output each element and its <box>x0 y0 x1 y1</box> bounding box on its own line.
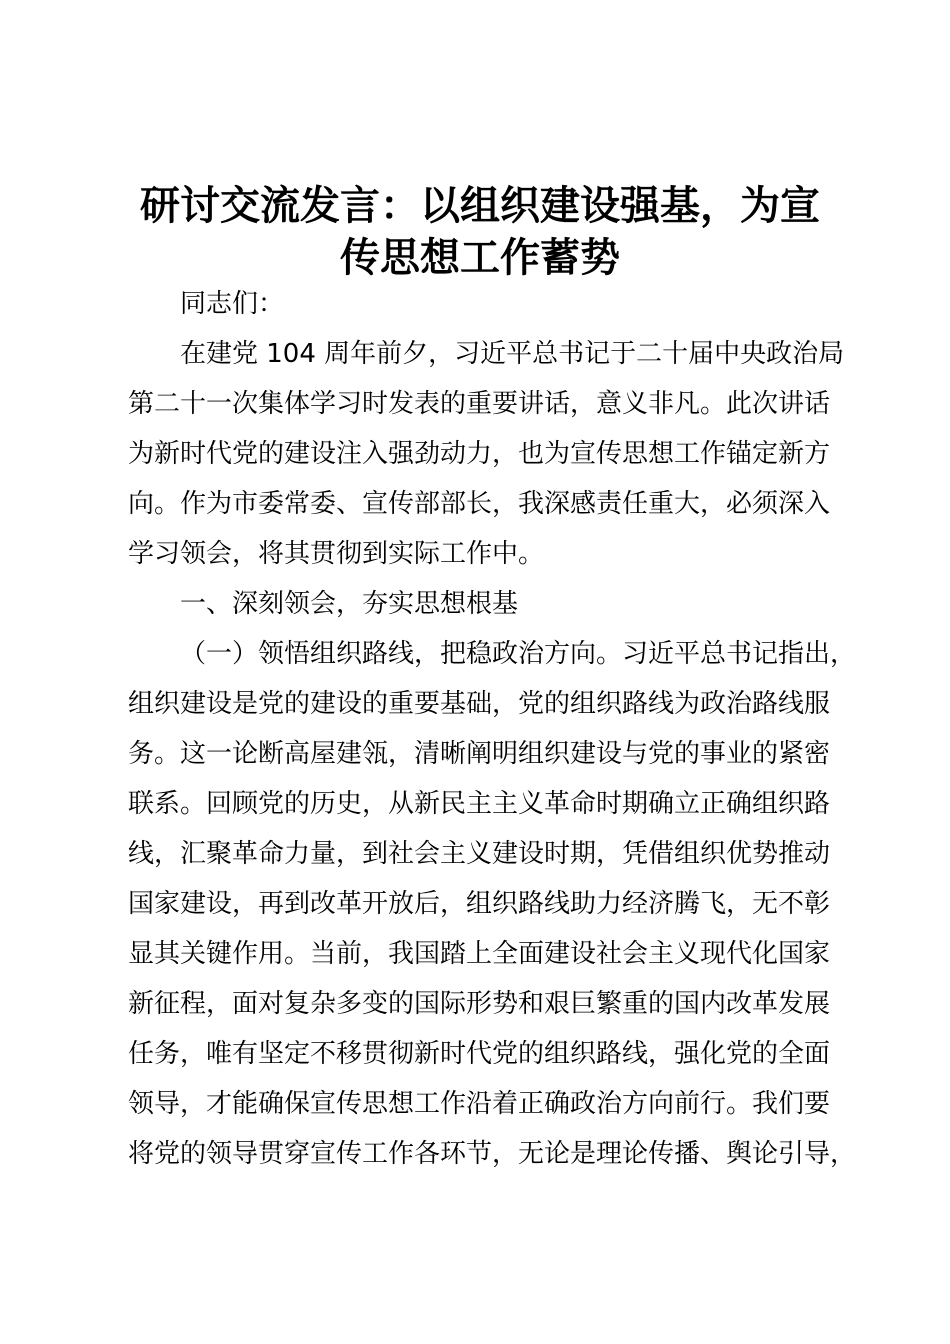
paragraph-line: 将党的领导贯穿宣传工作各环节，无论是理论传播、舆论引导， <box>128 1139 857 1169</box>
paragraph-line: 国家建设，再到改革开放后，组织路线助力经济腾飞，无不彰 <box>128 889 831 919</box>
paragraph-line: 显其关键作用。当前，我国踏上全面建设社会主义现代化国家 <box>128 939 831 969</box>
paragraph-line: 为新时代党的建设注入强劲动力，也为宣传思想工作锚定新方 <box>128 439 831 469</box>
paragraph-line: 新征程，面对复杂多变的国际形势和艰巨繁重的国内改革发展 <box>128 989 831 1019</box>
document-title-line-1: 研讨交流发言：以组织建设强基，为宣 <box>140 182 820 229</box>
paragraph-line: 领导，才能确保宣传思想工作沿着正确政治方向前行。我们要 <box>128 1089 831 1119</box>
paragraph-line: 第二十一次集体学习时发表的重要讲话，意义非凡。此次讲话 <box>128 389 831 419</box>
salutation: 同志们： <box>180 289 285 319</box>
paragraph-line: 组织建设是党的建设的重要基础，党的组织路线为政治路线服 <box>128 689 831 719</box>
paragraph-line: 学习领会，将其贯彻到实际工作中。 <box>128 539 545 569</box>
paragraph-line: 联系。回顾党的历史，从新民主主义革命时期确立正确组织路 <box>128 789 831 819</box>
paragraph-line: 在建党 104 周年前夕，习近平总书记于二十届中央政治局 <box>180 339 845 369</box>
paragraph-line: 任务，唯有坚定不移贯彻新时代党的组织路线，强化党的全面 <box>128 1039 831 1069</box>
paragraph-line: 向。作为市委常委、宣传部部长，我深感责任重大，必须深入 <box>128 489 831 519</box>
paragraph-line: 线，汇聚革命力量，到社会主义建设时期，凭借组织优势推动 <box>128 839 831 869</box>
document-title-line-2: 传思想工作蓄势 <box>340 234 620 281</box>
paragraph-line: （一）领悟组织路线，把稳政治方向。习近平总书记指出， <box>180 639 857 669</box>
paragraph-line: 务。这一论断高屋建瓴，清晰阐明组织建设与党的事业的紧密 <box>128 739 831 769</box>
section-heading: 一、深刻领会，夯实思想根基 <box>180 589 519 619</box>
